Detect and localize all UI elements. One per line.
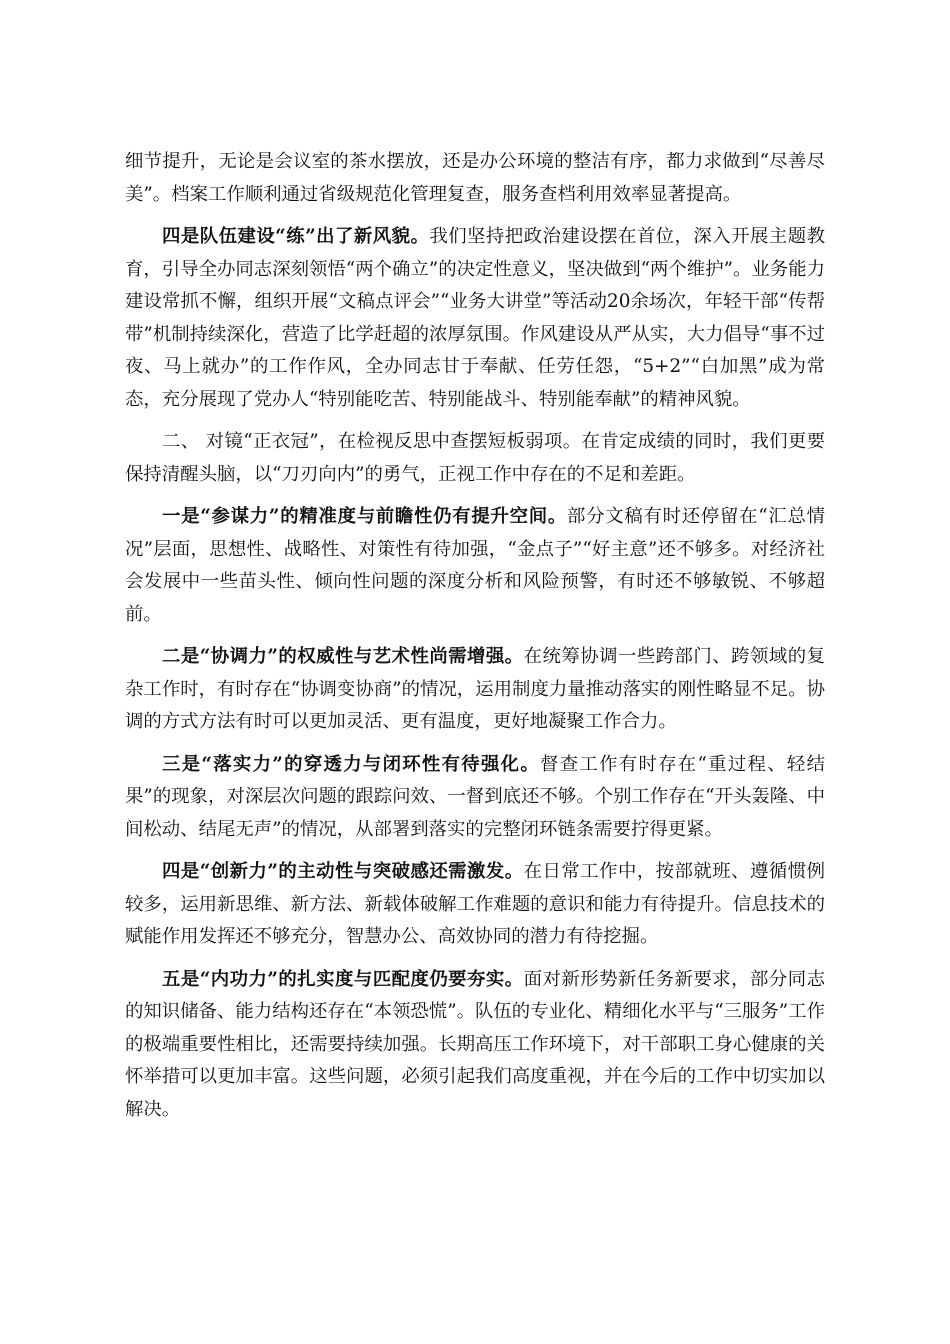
paragraph-innovation bbox=[125, 856, 825, 954]
paragraph-coordination bbox=[125, 641, 825, 739]
paragraph-lead: 四是队伍建设“练”出了新风貌。 bbox=[162, 226, 430, 247]
paragraph-text: 细节提升，无论是会议室的茶水摆放，还是办公环境的整洁有序，都力求做到“尽善尽美”。档案工作顺利通过省级规范化管理复查，服务查档利用效率显著提高。 bbox=[125, 151, 825, 205]
paragraph-implementation bbox=[125, 749, 825, 847]
paragraph-text: 在日常工作中，按部就班、遵循惯例较多，运用新思维、新方法、新载体破解工作难题的意识和能力有待提升。信息技术的赋能作用发挥还不够充分，智慧办公、高效协同的潜力有待挖掘。 bbox=[125, 861, 825, 947]
paragraph-team-building bbox=[125, 221, 825, 416]
document-body bbox=[125, 146, 825, 1136]
paragraph-lead: 一是“参谋力”的精准度与前瞻性仍有提升空间。 bbox=[162, 506, 568, 527]
paragraph-text: 督查工作有时存在“重过程、轻结果”的现象，对深层次问题的跟踪问效、一督到底还不够。个别工作存在“开头轰隆、中间松动、结尾无声”的情况，从部署到落实的完整闭环链条需要拧得更紧。 bbox=[125, 753, 825, 840]
paragraph-internal-strength bbox=[125, 964, 825, 1127]
paragraph-text: 二、 对镜“正衣冠”，在检视反思中查摆短板弱项。在肯定成绩的同时，我们更要保持清醒头脑，以“刀刃向内”的勇气，正视工作中存在的不足和差距。 bbox=[125, 431, 825, 485]
paragraph-text: 我们坚持把政治建设摆在首位，深入开展主题教育，引导全办同志深刻领悟“两个确立”的决定性意义，坚决做到“两个维护”。业务能力建设常抓不懈，组织开展“文稿点评会”“业务大讲堂”等活动20余场次，年轻干部“传帮带”机制持续深化，营造了比学赶超的浓厚氛围。作风建设从严从实，大力倡导“事不过夜、马上就办”的工作作风，全办同志甘于奉献、任劳任怨，“5+2”“白加黑”成为常态，充分展现了党办人“特别能吃苦、特别能战斗、特别能奉献”的精神风貌。 bbox=[125, 226, 825, 410]
paragraph-details bbox=[125, 146, 825, 211]
paragraph-lead: 五是“内功力”的扎实度与匹配度仍要夯实。 bbox=[162, 968, 524, 990]
paragraph-advisory bbox=[125, 501, 825, 631]
paragraph-text: 部分文稿有时还停留在“汇总情况”层面，思想性、战略性、对策性有待加强，“金点子”“好主意”还不够多。对经济社会发展中一些苗头性、倾向性问题的深度分析和风险预警，有时还不够敏锐、不够超前。 bbox=[125, 506, 825, 625]
section-heading-two bbox=[125, 426, 825, 491]
paragraph-text: 在统筹协调一些跨部门、跨领域的复杂工作时，有时存在“协调变协商”的情况，运用制度力量推动落实的刚性略显不足。协调的方式方法有时可以更加灵活、更有温度，更好地凝聚工作合力。 bbox=[125, 646, 825, 732]
paragraph-lead: 四是“创新力”的主动性与突破感还需激发。 bbox=[162, 861, 524, 882]
paragraph-lead: 三是“落实力”的穿透力与闭环性有待强化。 bbox=[162, 753, 541, 775]
paragraph-text: 面对新形势新任务新要求，部分同志的知识储备、能力结构还存在“本领恐慌”。队伍的专业化、精细化水平与“三服务”工作的极端重要性相比，还需要持续加强。长期高压工作环境下，对干部职工身心健康的关怀举措可以更加丰富。这些问题，必须引起我们高度重视，并在今后的工作中切实加以解决。 bbox=[125, 968, 825, 1120]
paragraph-lead: 二是“协调力”的权威性与艺术性尚需增强。 bbox=[162, 646, 524, 667]
